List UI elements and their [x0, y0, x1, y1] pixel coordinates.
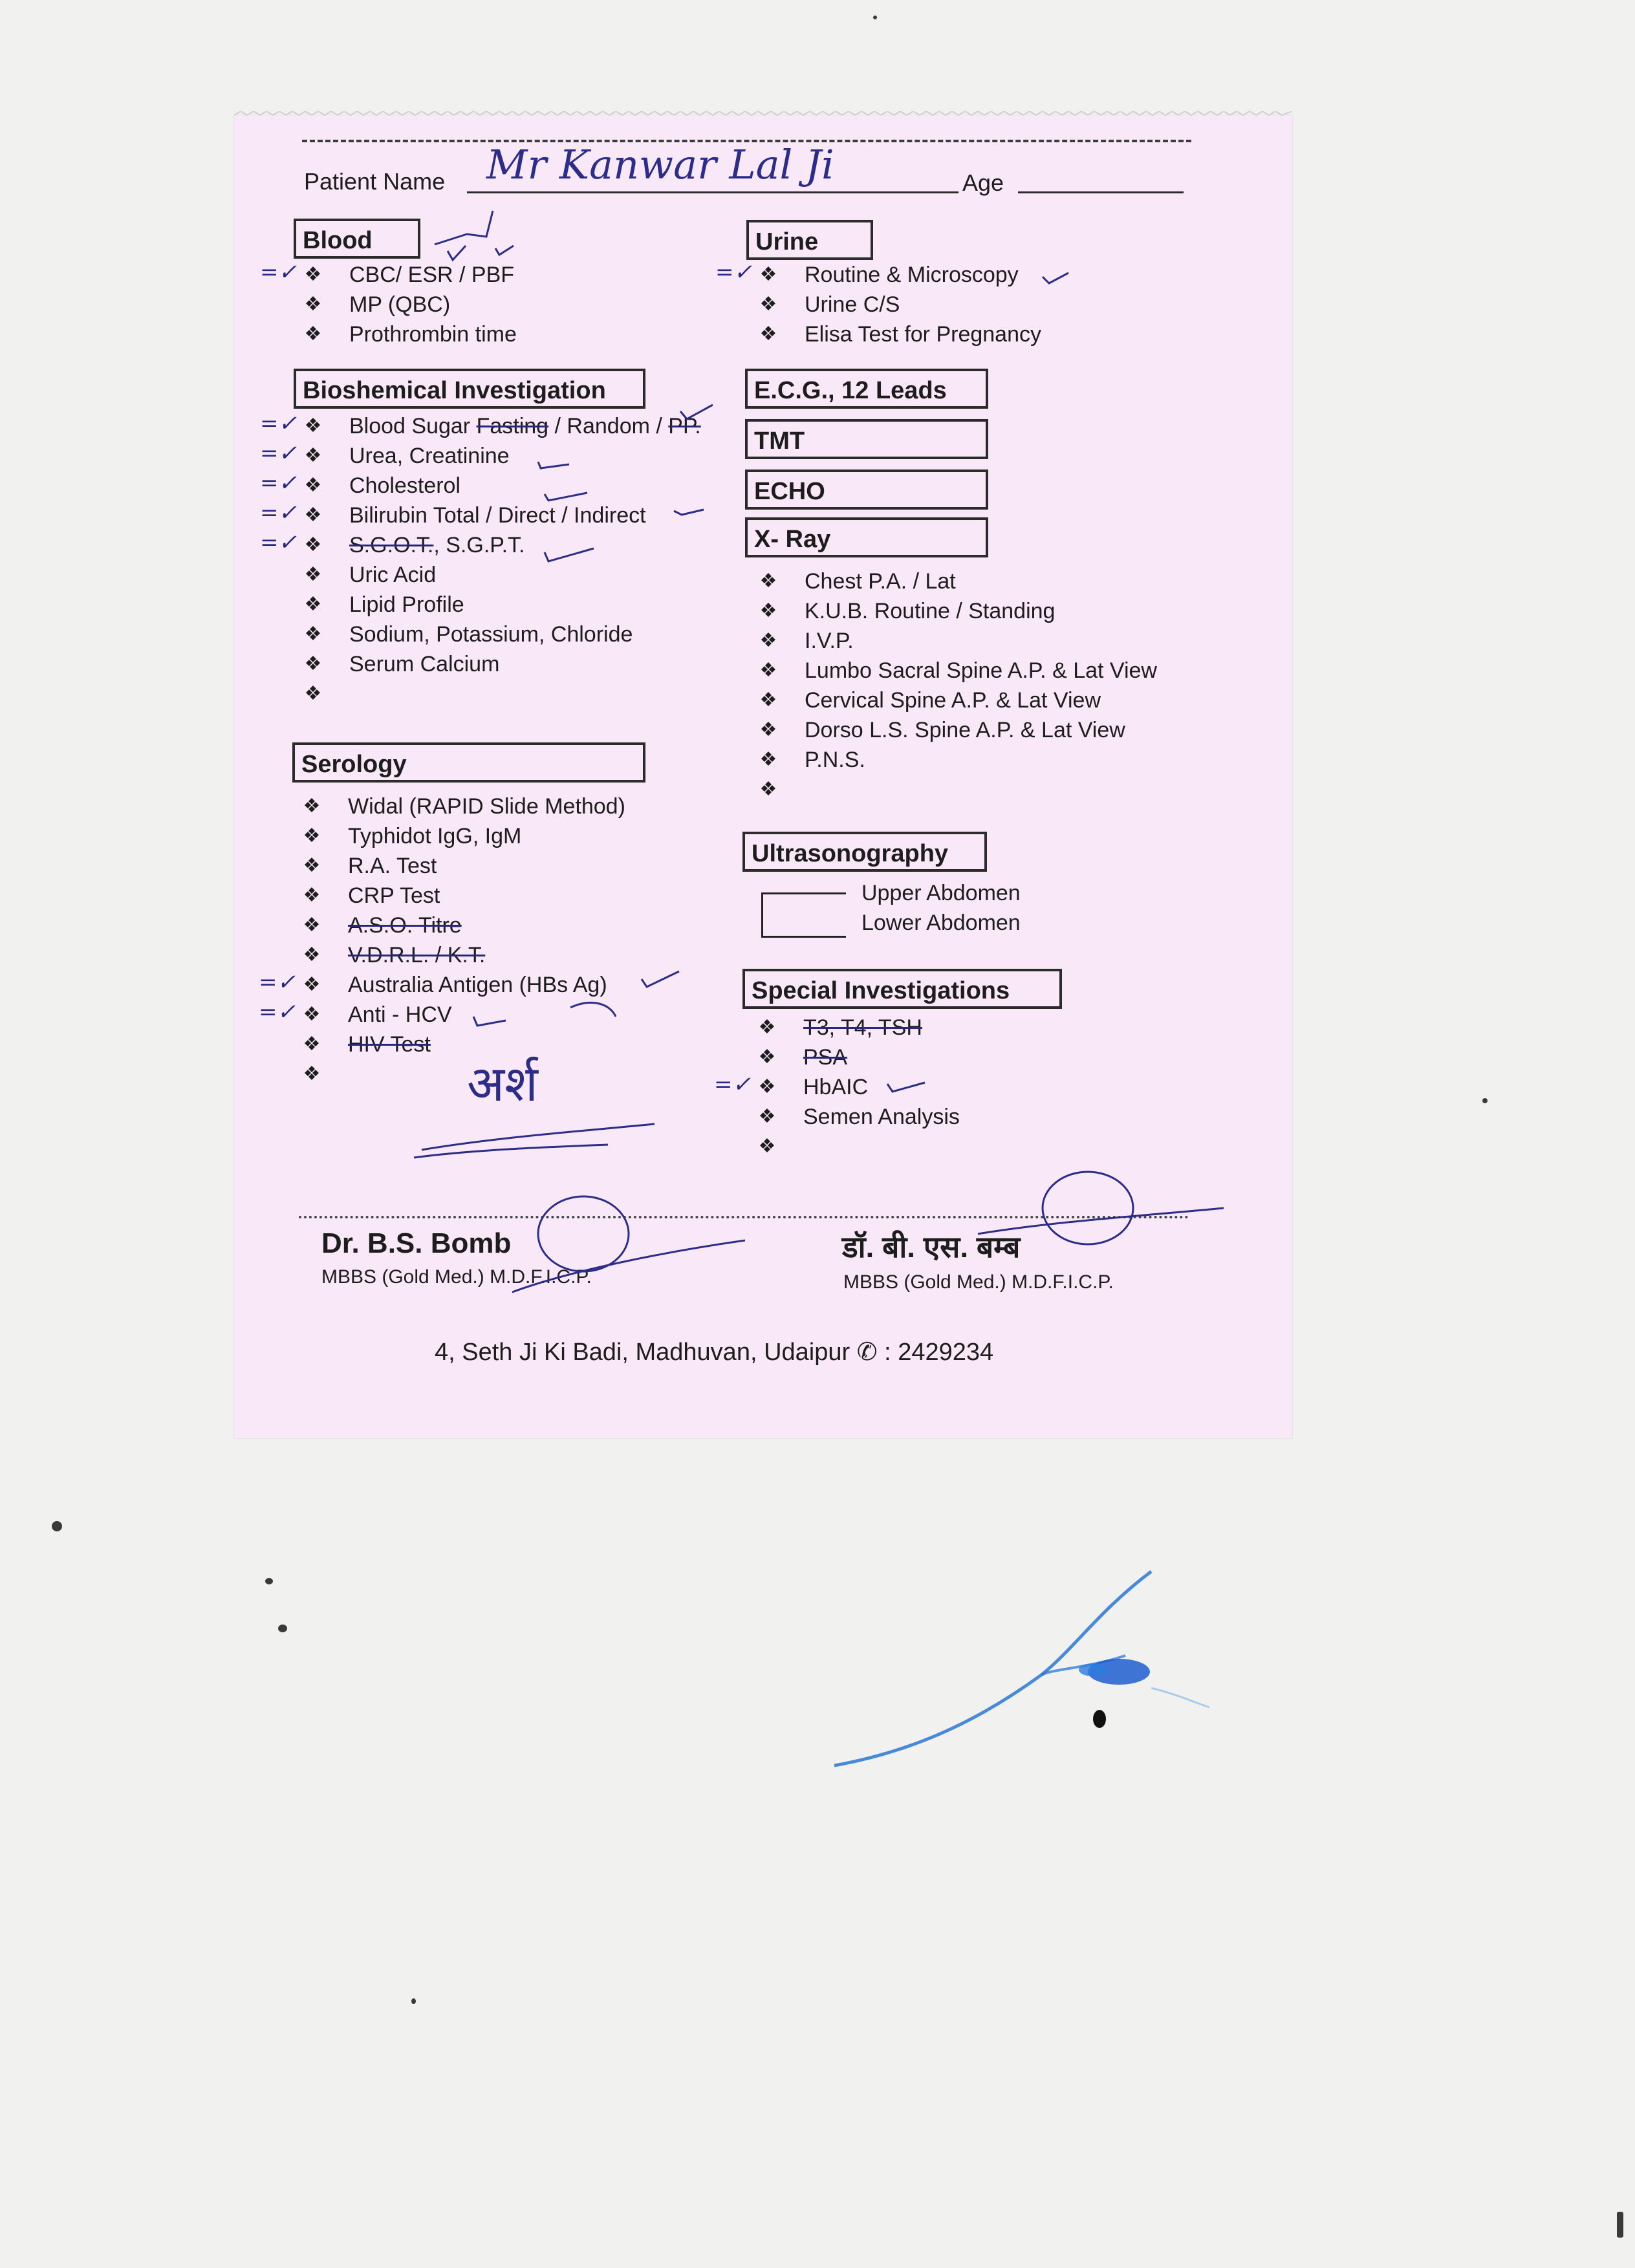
tick-mark: =✓: [260, 259, 297, 285]
list-item: =✓ ❖ HbAIC: [754, 1072, 960, 1102]
patient-name-value: Mr Kanwar Lal Ji: [486, 141, 834, 188]
list-item: ❖ PSA: [754, 1042, 960, 1072]
age-label: Age: [962, 169, 1004, 196]
bullet-icon: ❖: [303, 944, 321, 966]
bullet-icon: ❖: [758, 1017, 776, 1038]
bullet-icon: ❖: [304, 623, 322, 645]
dust-speck: [265, 1578, 273, 1584]
section-title-serology: Serology: [292, 742, 645, 783]
list-item: ❖ HIV Test: [299, 1030, 625, 1059]
bullet-icon: ❖: [759, 689, 777, 711]
bullet-icon: ❖: [759, 630, 777, 651]
list-item: ❖ Lumbo Sacral Spine A.P. & Lat View: [755, 656, 1157, 686]
tick-mark: =✓: [260, 530, 297, 556]
bullet-icon: ❖: [303, 795, 321, 817]
lab-requisition-slip: [234, 115, 1292, 1438]
bullet-icon: ❖: [303, 914, 321, 936]
list-item: ❖ K.U.B. Routine / Standing: [755, 596, 1157, 626]
tick-mark: =✓: [260, 440, 297, 466]
dust-speck: [411, 1998, 416, 2004]
section-title-xray: X- Ray: [745, 517, 988, 557]
list-item: ❖ A.S.O. Titre: [299, 911, 625, 940]
tick-mark: =✓: [260, 470, 297, 496]
dust-speck: [873, 16, 877, 19]
section-title-tmt: TMT: [745, 419, 988, 459]
list-item: ❖ I.V.P.: [755, 626, 1157, 656]
tick-mark: =✓: [259, 999, 296, 1025]
bullet-icon: ❖: [759, 294, 777, 315]
bullet-icon: ❖: [758, 1106, 776, 1127]
tick-mark: =✓: [260, 500, 297, 526]
upper-abdomen-label: Upper Abdomen: [861, 881, 1021, 905]
bullet-icon: ❖: [304, 323, 322, 345]
list-item: ❖ Lipid Profile: [300, 590, 701, 620]
bullet-icon: ❖: [759, 570, 777, 592]
dust-speck: [52, 1521, 62, 1531]
bullet-icon: ❖: [304, 534, 322, 556]
bullet-icon: ❖: [303, 855, 321, 876]
bullet-icon: ❖: [759, 323, 777, 345]
list-item: =✓ ❖ Urea, Creatinine: [300, 441, 701, 471]
section-title-urine: Urine: [746, 220, 873, 260]
patient-name-label: Patient Name: [304, 168, 446, 195]
list-item: ❖ V.D.R.L. / K.T.: [299, 940, 625, 970]
bullet-icon: ❖: [304, 475, 322, 496]
tick-mark: =✓: [260, 411, 297, 437]
list-item: =✓ ❖ Blood Sugar Fasting / Random / PP.: [300, 411, 701, 441]
list-item: ❖ Prothrombin time: [300, 319, 517, 349]
doctor-name: Dr. B.S. Bomb: [321, 1227, 512, 1259]
blue-ink-stain: [828, 1559, 1216, 1791]
list-item: =✓ ❖ Bilirubin Total / Direct / Indirect: [300, 501, 701, 530]
bullet-icon: ❖: [758, 1046, 776, 1068]
list-item: ❖ P.N.S.: [755, 745, 1157, 775]
bullet-icon: ❖: [304, 594, 322, 615]
lower-abdomen-label: Lower Abdomen: [861, 911, 1021, 935]
list-item: ❖ Urine C/S: [755, 290, 1041, 319]
list-item: =✓ ❖ S.G.O.T., S.G.P.T.: [300, 530, 701, 560]
list-item: ❖ Chest P.A. / Lat: [755, 567, 1157, 596]
tick-mark: =✓: [714, 1072, 751, 1097]
bullet-icon: ❖: [303, 974, 321, 995]
doctor-qualification-right: MBBS (Gold Med.) M.D.F.I.C.P.: [843, 1271, 1114, 1293]
bullet-icon: ❖: [304, 445, 322, 466]
section-title-ecg: E.C.G., 12 Leads: [745, 369, 988, 409]
section-title-special-investigations: Special Investigations: [742, 969, 1062, 1009]
handwritten-note: अर्श: [467, 1055, 538, 1112]
tick-mark: =✓: [259, 969, 296, 995]
dust-speck: [1482, 1098, 1488, 1103]
bullet-icon: ❖: [304, 264, 322, 285]
list-item: =✓ ❖ CBC/ ESR / PBF: [300, 260, 517, 290]
doctor-name-hindi: डॉ. बी. एस. बम्ब: [842, 1230, 1021, 1264]
dust-speck: [278, 1625, 287, 1632]
bullet-icon: ❖: [304, 294, 322, 315]
list-item: ❖ Dorso L.S. Spine A.P. & Lat View: [755, 715, 1157, 745]
bullet-icon: ❖: [303, 1063, 321, 1085]
bullet-icon: ❖: [758, 1076, 776, 1097]
bullet-icon: ❖: [759, 719, 777, 740]
list-item: ❖ R.A. Test: [299, 851, 625, 881]
bullet-icon: ❖: [758, 1136, 776, 1157]
list-item: ❖ Elisa Test for Pregnancy: [755, 319, 1041, 349]
section-title-echo: ECHO: [745, 470, 988, 510]
bullet-icon: ❖: [303, 825, 321, 847]
bullet-icon: ❖: [759, 749, 777, 770]
bullet-icon: ❖: [759, 779, 777, 800]
bullet-icon: ❖: [303, 1004, 321, 1025]
bullet-icon: ❖: [759, 660, 777, 681]
section-title-blood: Blood: [294, 219, 420, 259]
bullet-icon: ❖: [304, 504, 322, 526]
list-item: =✓ ❖ Australia Antigen (HBs Ag): [299, 970, 625, 1000]
list-item: ❖ Cervical Spine A.P. & Lat View: [755, 686, 1157, 715]
list-item: ❖ Serum Calcium: [300, 649, 701, 679]
list-item: ❖ MP (QBC): [300, 290, 517, 319]
bullet-icon: ❖: [303, 1033, 321, 1055]
dust-speck: [1617, 2212, 1623, 2238]
bullet-icon: ❖: [304, 683, 322, 704]
list-item: ❖ Widal (RAPID Slide Method): [299, 792, 625, 821]
bullet-icon: ❖: [759, 264, 777, 285]
bullet-icon: ❖: [304, 653, 322, 675]
pen-marks: [234, 115, 1292, 1438]
bullet-icon: ❖: [304, 564, 322, 585]
list-item: ❖ Sodium, Potassium, Chloride: [300, 620, 701, 649]
doctor-qualification-left: MBBS (Gold Med.) M.D.F.I.C.P.: [321, 1266, 592, 1288]
tick-mark: =✓: [715, 259, 752, 285]
bullet-icon: ❖: [303, 885, 321, 906]
list-item: ❖ T3, T4, TSH: [754, 1013, 960, 1042]
list-item: ❖ Uric Acid: [300, 560, 701, 590]
list-item: ❖ Semen Analysis: [754, 1102, 960, 1132]
list-item: ❖ Typhidot IgG, IgM: [299, 821, 625, 851]
bullet-icon: ❖: [759, 600, 777, 621]
list-item: =✓ ❖ Routine & Microscopy: [755, 260, 1041, 290]
list-item: ❖ CRP Test: [299, 881, 625, 911]
clinic-address: 4, Seth Ji Ki Badi, Madhuvan, Udaipur ✆ : 2429234: [435, 1339, 994, 1366]
list-item: =✓ ❖ Anti - HCV: [299, 1000, 625, 1030]
section-title-ultrasonography: Ultrasonography: [742, 832, 987, 872]
list-item: =✓ ❖ Cholesterol: [300, 471, 701, 501]
section-title-biochemical: Bioshemical Investigation: [294, 369, 645, 409]
bullet-icon: ❖: [304, 415, 322, 437]
